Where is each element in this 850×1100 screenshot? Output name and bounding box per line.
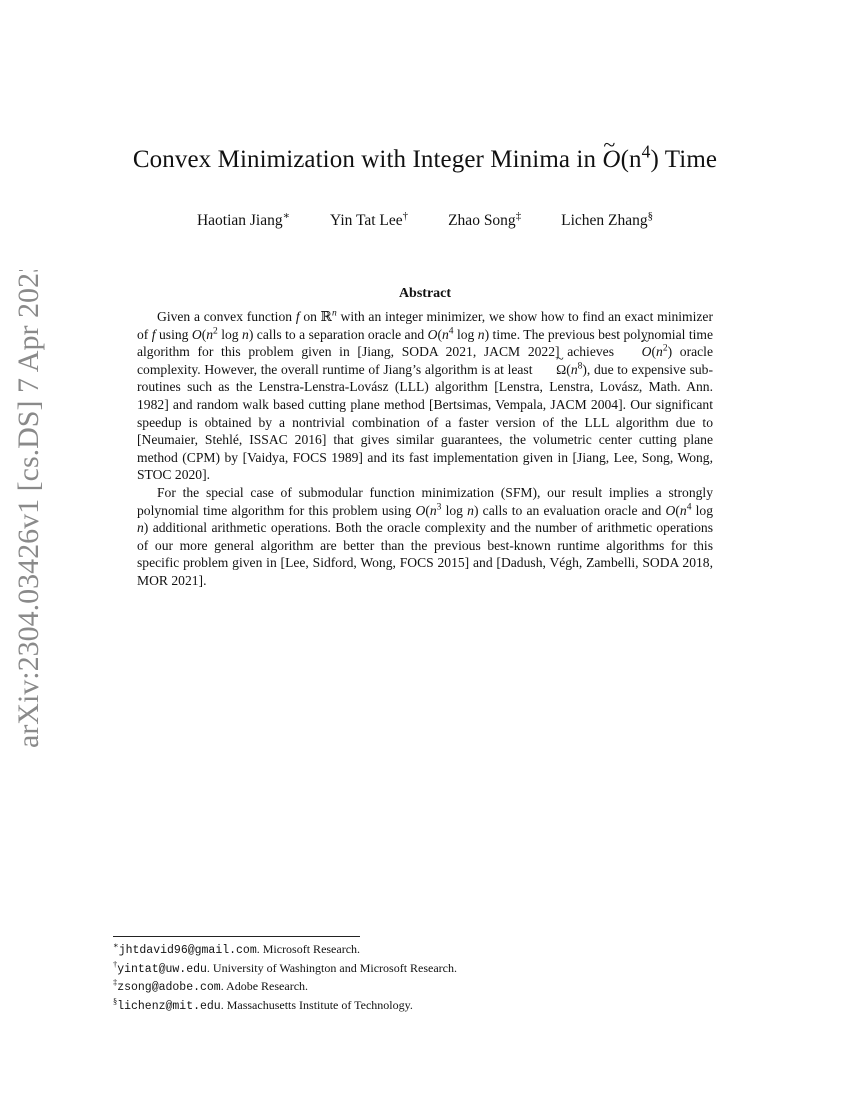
footnote: §lichenz@mit.edu. Massachusetts Institute of Technology. (113, 996, 413, 1013)
title-suffix: ) Time (650, 146, 718, 173)
title-paren: (n (620, 146, 642, 173)
paper-title (0, 141, 850, 174)
author: Zhao Song‡ (448, 209, 522, 229)
abstract-heading: Abstract (398, 286, 452, 301)
email-link[interactable]: jhtdavid96@gmail.com (118, 944, 257, 957)
footnote: ‡zsong@adobe.com. Adobe Research. (113, 978, 309, 994)
author: Haotian Jiang∗ (196, 209, 290, 229)
author-list (0, 209, 850, 230)
arxiv-id: arXiv:2304.03426v1 [cs.DS] 7 Apr 2023 (12, 270, 45, 748)
abstract-paragraph-2: For the special case of submodular function minimization (SFM), our result implies a strongly polynomial time algorithm for this problem using $O(n^3$ log n) calls to an evaluation oracle and $O(n^4$ log n) additional arithmetic operations. Both the oracle complexity and the number of arithmetic operations of our more general algorithm are better than the previous best-known runtime algorithms for this specific problem given in [Lee, Sidford, Wong, FOCS 2015] and [Dadush, Végh, Zambelli, SODA 2018, MOR 2021]. (137, 484, 714, 588)
footnote: †yintat@uw.edu. University of Washington and Microsoft Research. (113, 959, 458, 976)
title-o-tilde: ~ O (602, 146, 620, 174)
email-link[interactable]: zsong@adobe.com (117, 981, 221, 994)
title-exp: 4 (641, 141, 651, 162)
author: Yin Tat Lee† (330, 209, 409, 229)
abstract-paragraph-1: Given a convex function f on ℝ$^n$ with an integer minimizer, we show how to find an exact minimizer of f using $O(n^2$ log n) calls to a separation oracle and $O(n^4$ log n) time. The previous best polynomial time algorithm for this problem given in [Jiang, SODA 2021, JACM 2022] achieves ~ $O(n^2)$ oracle complexity. However, the overall runtime of Jiang’s algorithm is at least ~ $\Omega(n^8)$, due to expensive sub-routines such as the Lenstra-Lenstra-Lovász (LLL) algorithm [Lenstra, Lenstra, Lovász, Math. Ann. 1982] and random walk based cutting plane method [Bertsimas, Vempala, JACM 2004]. Our significant speedup is obtained by a nontrivial combination of a faster version of the LLL algorithm due to [Neumaier, Stehlé, ISSAC 2016] that gives similar guarantees, the volumetric center cutting plane method (CPM) by [Vaidya, FOCS 1989] and its fast implementation given in [Jiang, Lee, Song, Wong, STOC 2020]. (137, 308, 713, 484)
author: Lichen Zhang§ (561, 209, 654, 229)
abstract-body (137, 308, 713, 590)
footnote-rule (113, 936, 360, 937)
email-link[interactable]: lichenz@mit.edu (117, 999, 221, 1013)
arxiv-stamp (4, 270, 48, 750)
title-prefix: Convex Minimization with Integer Minima in (132, 146, 603, 173)
footnote: ∗jhtdavid96@gmail.com. Microsoft Research. (113, 941, 361, 957)
email-link[interactable]: yintat@uw.edu (117, 962, 207, 976)
footnotes (113, 936, 713, 1015)
